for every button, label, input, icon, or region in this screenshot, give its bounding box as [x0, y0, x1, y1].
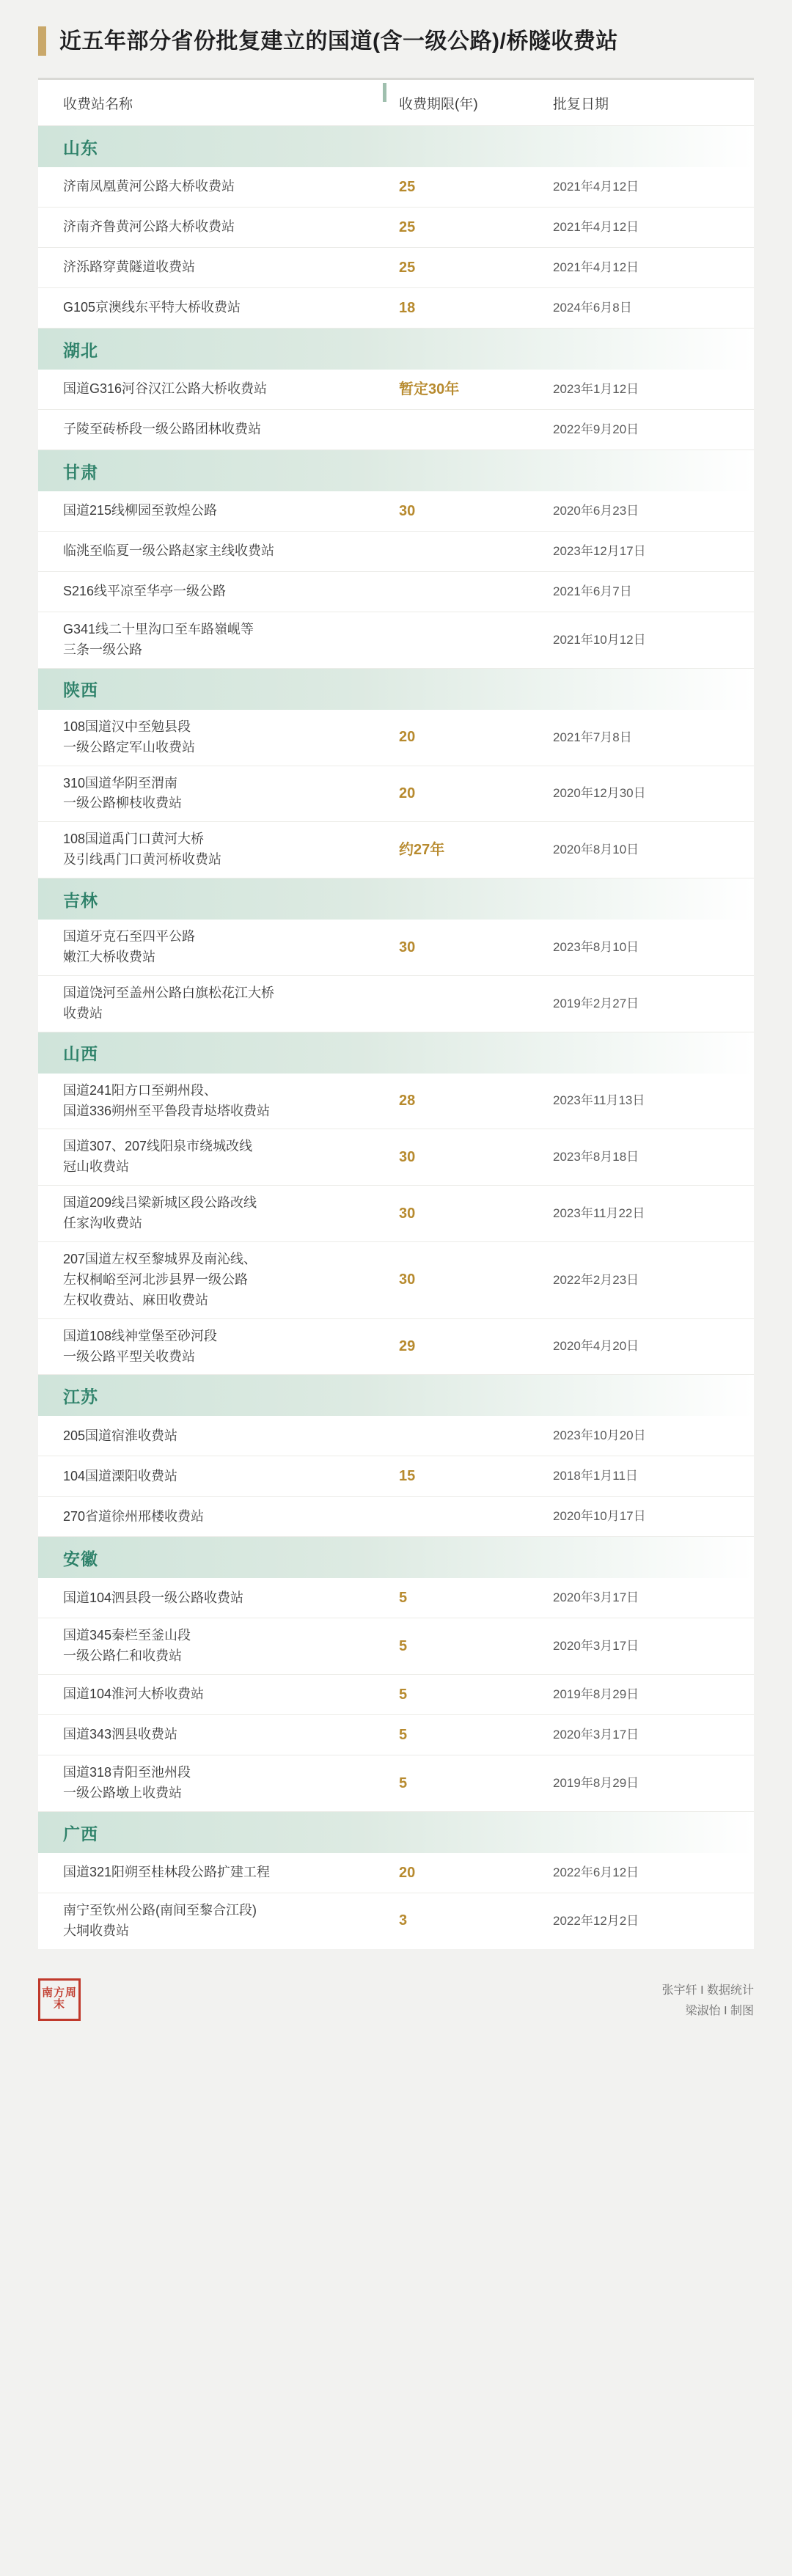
province-header-row [38, 878, 754, 920]
station-name-line: 冠山收费站 [63, 1159, 129, 1175]
cell-toll-years: 5 [399, 1686, 408, 1703]
table-row [38, 1578, 754, 1618]
cell-toll-years: 25 [399, 259, 416, 276]
province-header-row [38, 450, 754, 491]
cell-approval-date: 2020年8月10日 [553, 843, 639, 857]
cell-approval-date: 2020年10月17日 [553, 1509, 646, 1524]
station-name-line: 国道215线柳园至敦煌公路 [63, 503, 218, 518]
credit-line-2: 梁淑怡 I 制图 [685, 2004, 754, 2017]
station-name-line: 国道241阳方口至朔州段、 [63, 1082, 218, 1098]
cell-station-name [38, 976, 383, 1032]
cell-toll-years: 5 [399, 1637, 408, 1654]
credit-line-1: 张宇轩 I 数据统计 [661, 1984, 754, 1997]
station-name-line: 310国道华阴至渭南 [63, 775, 178, 790]
table-row [38, 822, 754, 878]
cell-approval-date: 2021年4月12日 [553, 219, 639, 234]
table-row [38, 1074, 754, 1130]
station-name-line: 108国道汉中至勉县段 [63, 719, 191, 734]
station-name-line: 205国道宿淮收费站 [63, 1428, 178, 1443]
table-row [38, 1853, 754, 1893]
column-header-date: 批复日期 [553, 96, 609, 112]
table-row [38, 208, 754, 248]
cell-toll-years [383, 976, 537, 1032]
table-row [38, 1456, 754, 1497]
cell-station-name [38, 1416, 383, 1456]
cell-toll-years: 29 [399, 1338, 416, 1355]
province-header-row [38, 669, 754, 710]
table-row [38, 1755, 754, 1812]
cell-station-name [38, 766, 383, 822]
cell-approval-date: 2023年8月10日 [553, 939, 639, 954]
province-header-row [38, 1032, 754, 1074]
cell-approval-date: 2021年4月12日 [553, 179, 639, 194]
cell-station-name [38, 1853, 383, 1893]
cell-station-name [38, 920, 383, 975]
cell-station-name [38, 1618, 383, 1674]
cell-approval-date: 2019年8月29日 [553, 1775, 639, 1790]
table-row [38, 1497, 754, 1537]
station-name-line: 及引线禹门口黄河桥收费站 [63, 852, 221, 867]
title-accent-bar [38, 26, 46, 56]
cell-toll-years: 5 [399, 1726, 408, 1743]
table-row [38, 920, 754, 976]
province-header-row [38, 126, 754, 167]
cell-approval-date: 2021年7月8日 [553, 730, 632, 744]
cell-station-name [38, 1186, 383, 1241]
toll-station-table [38, 78, 754, 1949]
cell-toll-years: 30 [399, 939, 416, 955]
cell-toll-years: 3 [399, 1912, 408, 1929]
cell-approval-date: 2020年3月17日 [553, 1590, 639, 1605]
cell-toll-years: 约27年 [399, 841, 445, 858]
station-name-line: 国道G316河谷汉江公路大桥收费站 [63, 381, 268, 397]
station-name-line: 国道104淮河大桥收费站 [63, 1687, 205, 1702]
cell-station-name [38, 532, 383, 571]
table-row [38, 710, 754, 766]
title-text: 近五年部分省份批复建立的国道(含一级公路)/桥隧收费站 [59, 29, 618, 54]
cell-station-name [38, 1715, 383, 1755]
cell-station-name [38, 572, 383, 612]
cell-station-name [38, 612, 383, 668]
cell-toll-years: 28 [399, 1093, 416, 1109]
cell-approval-date: 2022年12月2日 [553, 1913, 639, 1928]
footer [0, 1949, 792, 2050]
station-name-line: 子陵至砖桥段一级公路团林收费站 [63, 422, 261, 437]
station-name-line: 嫩江大桥收费站 [63, 950, 155, 965]
cell-station-name [38, 248, 383, 287]
table-row [38, 1618, 754, 1675]
table-row [38, 1129, 754, 1186]
station-name-line: 济泺路穿黄隧道收费站 [63, 260, 195, 275]
province-header-row [38, 1375, 754, 1416]
table-row [38, 1675, 754, 1715]
province-label: 广西 [63, 1824, 98, 1843]
station-name-line: 国道345秦栏至釜山段 [63, 1628, 191, 1643]
cell-approval-date: 2020年3月17日 [553, 1728, 639, 1742]
cell-station-name [38, 1129, 383, 1185]
province-label: 山东 [63, 138, 98, 158]
station-name-line: 左权收费站、麻田收费站 [63, 1292, 208, 1307]
cell-toll-years: 25 [399, 178, 416, 195]
table-row [38, 410, 754, 450]
station-name-line: 南宁至钦州公路(南间至黎合江段) [63, 1903, 257, 1918]
station-name-line: 一级公路柳枝收费站 [63, 796, 182, 811]
station-name-line: 一级公路平型关收费站 [63, 1348, 195, 1364]
table-row [38, 572, 754, 612]
cell-toll-years: 20 [399, 785, 416, 801]
table-row [38, 1319, 754, 1376]
column-header-years: 收费期限(年) [383, 93, 537, 113]
cell-approval-date: 2023年11月13日 [553, 1093, 645, 1108]
province-label: 江苏 [63, 1387, 98, 1406]
province-label: 陕西 [63, 680, 98, 700]
cell-toll-years: 20 [399, 1864, 416, 1881]
cell-station-name [38, 1755, 383, 1811]
table-row [38, 766, 754, 823]
cell-toll-years: 18 [399, 299, 416, 316]
cell-approval-date: 2024年6月8日 [553, 300, 632, 315]
cell-toll-years: 30 [399, 502, 416, 519]
cell-approval-date: 2020年4月20日 [553, 1339, 639, 1354]
cell-toll-years: 5 [399, 1775, 408, 1791]
cell-toll-years [383, 1416, 537, 1456]
cell-toll-years [383, 410, 537, 449]
table-row [38, 167, 754, 208]
table-row [38, 1416, 754, 1456]
cell-approval-date: 2023年11月22日 [553, 1206, 645, 1220]
province-label: 山西 [63, 1044, 98, 1064]
station-name-line: 临洮至临夏一级公路赵家主线收费站 [63, 543, 274, 559]
table-row [38, 248, 754, 288]
table-row [38, 370, 754, 410]
station-name-line: G105京澳线东平特大桥收费站 [63, 300, 241, 315]
cell-toll-years: 5 [399, 1589, 408, 1606]
cell-toll-years [383, 532, 537, 571]
cell-approval-date: 2022年6月12日 [553, 1865, 639, 1879]
cell-station-name [38, 208, 383, 247]
cell-approval-date: 2020年6月23日 [553, 503, 639, 518]
cell-station-name [38, 1242, 383, 1318]
cell-approval-date: 2020年3月17日 [553, 1639, 639, 1654]
publisher-logo: 南方周末 [38, 1978, 81, 2021]
table-row [38, 1242, 754, 1319]
station-name-line: 国道饶河至盖州公路白旗松花江大桥 [63, 985, 274, 1000]
cell-toll-years: 25 [399, 219, 416, 235]
column-header-name: 收费站名称 [63, 96, 133, 112]
table-header-row [38, 80, 754, 126]
station-name-line: 国道牙克石至四平公路 [63, 929, 195, 944]
cell-station-name [38, 1074, 383, 1129]
cell-station-name [38, 1456, 383, 1496]
cell-approval-date: 2023年8月18日 [553, 1150, 639, 1164]
cell-approval-date: 2021年4月12日 [553, 260, 639, 274]
cell-station-name [38, 1497, 383, 1536]
cell-toll-years: 30 [399, 1272, 416, 1288]
cell-station-name [38, 1319, 383, 1375]
cell-station-name [38, 1893, 383, 1949]
station-name-line: G341线二十里沟口至车路嶺岘等 [63, 622, 254, 636]
cell-toll-years: 30 [399, 1205, 416, 1222]
cell-toll-years: 暂定30年 [399, 381, 460, 397]
station-name-line: 济南凤凰黄河公路大桥收费站 [63, 179, 235, 194]
station-name-line: 国道307、207线阳泉市绕城改线 [63, 1139, 253, 1154]
cell-toll-years [383, 1497, 537, 1536]
station-name-line: 左权桐峪至河北涉县界一级公路 [63, 1272, 248, 1287]
table-row [38, 612, 754, 669]
province-header-row [38, 1812, 754, 1853]
station-name-line: 国道209线吕梁新城区段公路改线 [63, 1195, 257, 1211]
province-label: 安徽 [63, 1549, 98, 1568]
cell-toll-years: 20 [399, 729, 416, 746]
station-name-line: 270省道徐州邢楼收费站 [63, 1508, 205, 1524]
cell-station-name [38, 710, 383, 766]
cell-approval-date: 2019年8月29日 [553, 1687, 639, 1702]
station-name-line: S216线平凉至华亭一级公路 [63, 584, 227, 599]
table-body [38, 126, 754, 1949]
cell-station-name [38, 410, 383, 449]
cell-station-name [38, 370, 383, 409]
cell-approval-date: 2023年1月12日 [553, 381, 639, 396]
cell-station-name [38, 288, 383, 328]
station-name-line: 104国道溧阳收费站 [63, 1468, 178, 1483]
cell-station-name [38, 1675, 383, 1714]
station-name-line: 108国道禹门口黄河大桥 [63, 832, 205, 847]
station-name-line: 国道108线神堂堡至砂河段 [63, 1328, 218, 1343]
cell-approval-date: 2023年12月17日 [553, 543, 646, 558]
station-name-line: 三条一级公路 [63, 642, 142, 657]
cell-toll-years [383, 572, 537, 612]
province-header-row [38, 1537, 754, 1578]
cell-toll-years: 15 [399, 1467, 416, 1484]
table-row [38, 1715, 754, 1755]
cell-approval-date: 2018年1月11日 [553, 1469, 638, 1483]
station-name-line: 一级公路墩上收费站 [63, 1786, 182, 1801]
cell-approval-date: 2021年6月7日 [553, 584, 632, 598]
station-name-line: 国道336朔州至平鲁段青垯塔收费站 [63, 1103, 271, 1118]
cell-approval-date: 2022年9月20日 [553, 422, 639, 436]
cell-station-name [38, 167, 383, 207]
cell-station-name [38, 491, 383, 531]
cell-approval-date: 2022年2月23日 [553, 1272, 639, 1287]
province-label: 湖北 [63, 340, 98, 360]
page-title [0, 0, 792, 78]
cell-approval-date: 2023年10月20日 [553, 1428, 646, 1443]
table-row [38, 288, 754, 329]
cell-approval-date: 2020年12月30日 [553, 786, 646, 801]
credits [662, 1981, 754, 2020]
station-name-line: 收费站 [63, 1005, 103, 1021]
station-name-line: 国道343泗县收费站 [63, 1727, 178, 1742]
station-name-line: 国道321阳朔至桂林段公路扩建工程 [63, 1865, 271, 1880]
cell-approval-date: 2021年10月12日 [553, 632, 646, 647]
cell-approval-date: 2019年2月27日 [553, 996, 639, 1010]
station-name-line: 国道104泗县段一级公路收费站 [63, 1590, 244, 1605]
table-row [38, 976, 754, 1032]
province-label: 吉林 [63, 890, 98, 910]
table-row [38, 532, 754, 572]
table-row [38, 1186, 754, 1242]
station-name-line: 济南齐鲁黄河公路大桥收费站 [63, 219, 235, 235]
station-name-line: 大垌收费站 [63, 1923, 129, 1938]
cell-toll-years: 30 [399, 1148, 416, 1165]
cell-toll-years [383, 612, 537, 668]
station-name-line: 任家沟收费站 [63, 1216, 142, 1231]
station-name-line: 一级公路定军山收费站 [63, 739, 195, 755]
province-header-row [38, 329, 754, 370]
station-name-line: 国道318青阳至池州段 [63, 1765, 191, 1780]
station-name-line: 207国道左权至黎城界及南沁线、 [63, 1252, 257, 1267]
station-name-line: 一级公路仁和收费站 [63, 1648, 182, 1664]
table-row [38, 491, 754, 532]
cell-station-name [38, 1578, 383, 1618]
cell-station-name [38, 822, 383, 878]
table-row [38, 1893, 754, 1949]
province-label: 甘肃 [63, 462, 98, 482]
